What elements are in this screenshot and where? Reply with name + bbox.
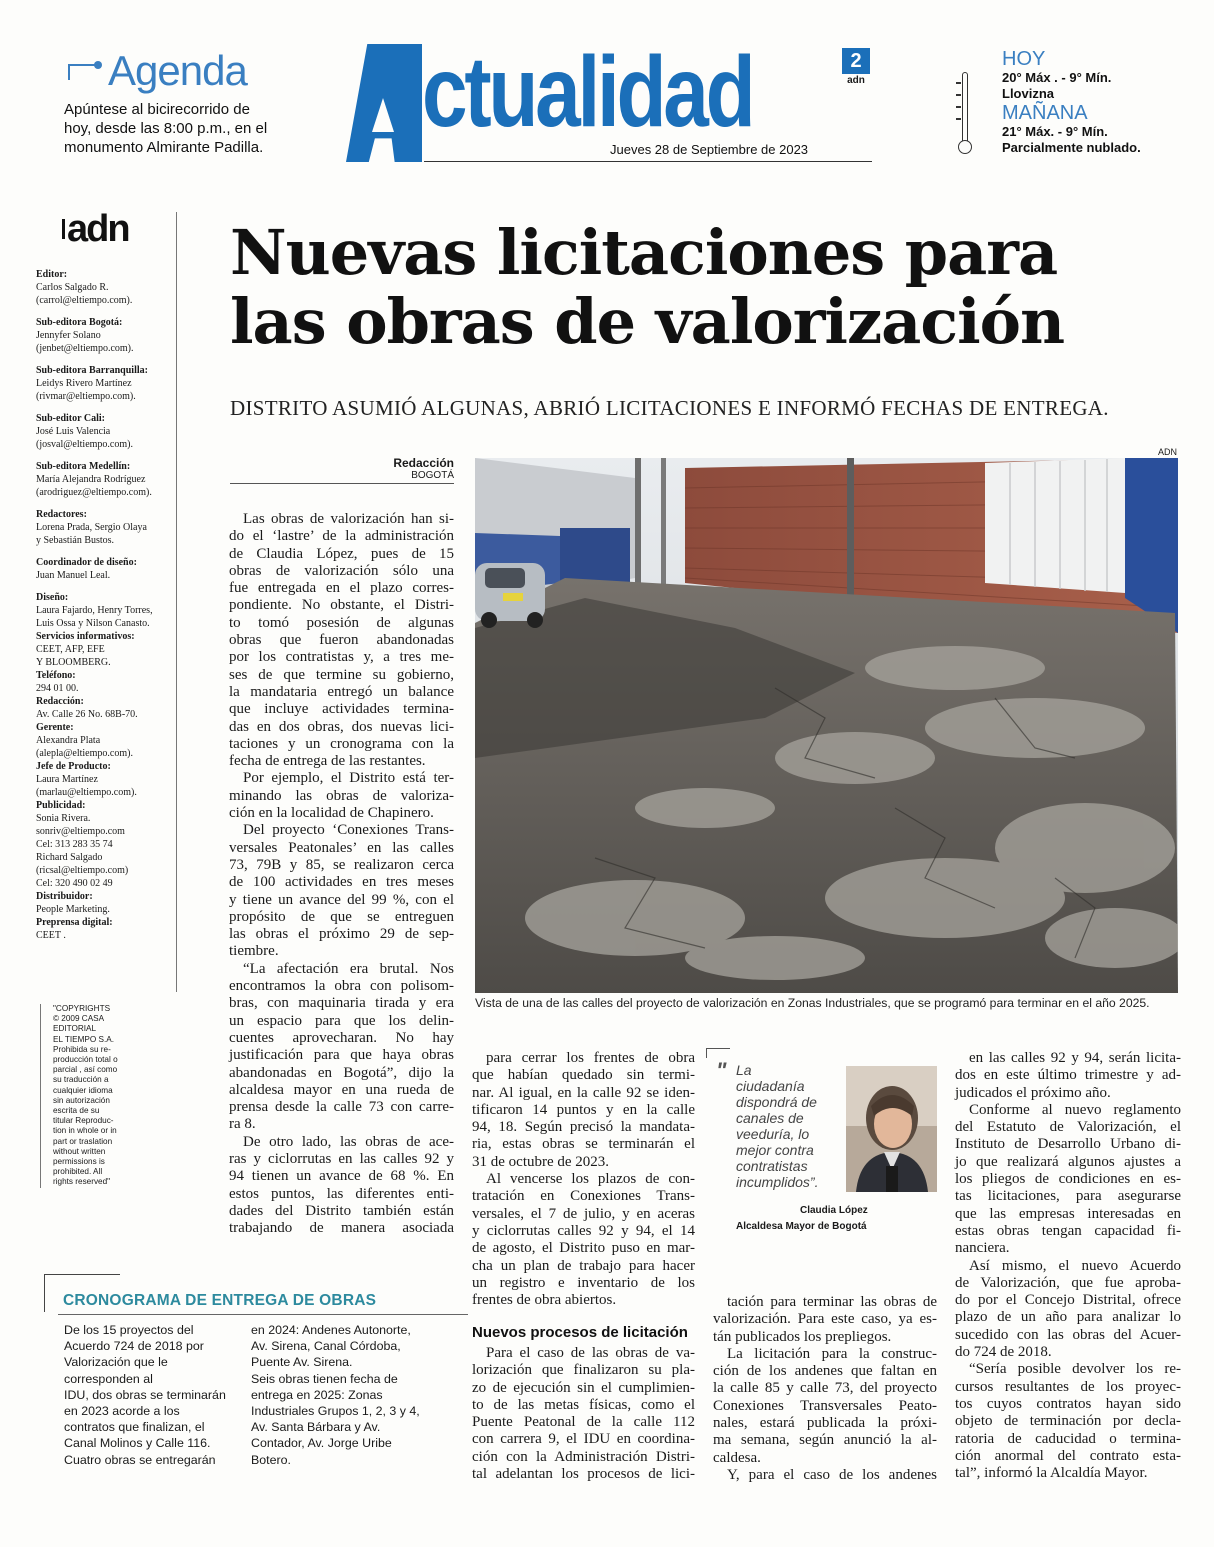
page-brand: adn	[847, 75, 865, 86]
staff-role: Publicidad:	[36, 800, 86, 811]
staff-group	[36, 556, 178, 582]
staff-group	[36, 721, 178, 760]
article-line: y ciclorrutas calles 92 y 94, el 14	[472, 1222, 695, 1239]
agenda-line: monumento Almirante Padilla.	[64, 139, 264, 156]
staff-role: Sub-editora Medellín:	[36, 461, 131, 472]
staff-name: Sonia Rivera.	[36, 813, 91, 824]
copyright-line: part or traslation	[53, 1136, 113, 1146]
article-line: nanciera.	[955, 1240, 1010, 1257]
article-line: y tiene un avance del 99 %, con el	[229, 891, 454, 908]
staff-name: Cel: 313 283 35 74	[36, 839, 113, 850]
cronograma-line: Seis obras tienen fecha de	[251, 1371, 398, 1386]
article-line: cursos resultantes de los proyec-	[955, 1378, 1181, 1395]
adn-logo-text: adn	[67, 208, 129, 250]
article-line: tas licitaciones, para asegurarse	[955, 1188, 1181, 1205]
agenda-text	[64, 100, 304, 157]
staff-sidebar	[36, 210, 178, 942]
article-line: ción en la localidad de Chapinero.	[229, 805, 434, 822]
article-line: tificaron 14 puntos y en la calle	[472, 1101, 695, 1118]
staff-role: Gerente:	[36, 722, 74, 733]
staff-name: Lorena Prada, Sergio Olaya	[36, 522, 147, 533]
article-paragraph	[229, 770, 454, 822]
cronograma-line: Av. Santa Bárbara y Av.	[251, 1420, 381, 1435]
copyright-notice	[40, 1004, 152, 1188]
byline-place: BOGOTÁ	[411, 470, 454, 481]
article-line: lorización que finalizaron su pla-	[472, 1362, 695, 1379]
article-paragraph	[229, 822, 454, 960]
quote-line: canales de	[736, 1110, 804, 1126]
article-paragraph	[472, 1050, 695, 1171]
copyright-line: cualquier idioma	[53, 1085, 113, 1095]
article-line: obras que fueron abandonadas	[229, 632, 454, 649]
article-paragraph	[955, 1361, 1181, 1482]
quote-line: mejor contra	[736, 1142, 814, 1158]
agenda-line: hoy, desde las 8:00 p.m., en el	[64, 120, 268, 137]
staff-role: Diseño:	[36, 592, 69, 603]
article-line: do el ‘lastre’ de la administración	[229, 528, 454, 545]
article-line: tán publicados los prepliegos.	[713, 1328, 892, 1345]
article-line: la mandataria entregó un balance	[229, 683, 454, 700]
article-column-3	[713, 1294, 937, 1484]
staff-group	[36, 695, 178, 721]
article-line: Por ejemplo, el Distrito está ter-	[243, 770, 454, 787]
article-line: cha un plan de trabajo para hacer	[472, 1257, 695, 1274]
thermometer-icon	[956, 72, 972, 158]
article-column-2b	[472, 1345, 695, 1483]
cronograma-line: De los 15 proyectos del	[64, 1323, 194, 1337]
copyright-line: © 2009 CASA	[53, 1014, 105, 1024]
article-line: das en dos obras, dos nuevas lici-	[229, 718, 454, 735]
article-line: dades del Distrito también están	[229, 1202, 454, 1219]
cronograma-line: Canal Molinos y Calle 116.	[64, 1436, 211, 1451]
quote-line: dispondrá de	[736, 1094, 817, 1110]
staff-group	[36, 316, 178, 355]
article-line: nales, estará publicada la próxi-	[713, 1415, 937, 1432]
article-paragraph	[955, 1102, 1181, 1258]
article-line: 94 tienen un avance de 68 %. En	[229, 1168, 454, 1185]
article-paragraph	[229, 961, 454, 1134]
article-line: “La afectación era brutal. Nos	[243, 960, 454, 977]
headline-line: Nuevas licitaciones para	[230, 216, 1058, 289]
article-line: nar. Al igual, en la calle 92 se iden-	[472, 1084, 695, 1101]
article-line: por los contratistas y, a tres me-	[229, 649, 454, 666]
article-line: fecha de entrega de las restantes.	[229, 753, 426, 770]
cronograma-line: Puente Av. Sirena.	[251, 1355, 353, 1370]
article-line: un espacio para que los delin-	[229, 1012, 454, 1029]
staff-group	[36, 669, 178, 695]
masthead-rule	[424, 161, 872, 162]
article-column-2	[472, 1050, 695, 1309]
cronograma-line: contratos que finalizan, el	[64, 1420, 205, 1435]
cronograma-line: Av. Sirena, Canal Córdoba,	[251, 1339, 401, 1354]
staff-group	[36, 591, 178, 630]
staff-name: (carrol@eltiempo.com).	[36, 295, 133, 306]
cronograma-line: corresponden al	[64, 1371, 153, 1386]
article-line: Así mismo, el nuevo Acuerdo	[969, 1257, 1181, 1274]
article-line: to de las metas físicas, como el	[472, 1396, 695, 1413]
article-line: frentes de obra abiertos.	[472, 1292, 617, 1309]
staff-name: José Luis Valencia	[36, 426, 111, 437]
quote-line: veeduría, lo	[736, 1126, 810, 1142]
staff-name: Av. Calle 26 No. 68B-70.	[36, 709, 138, 720]
article-line: caldesa.	[713, 1449, 761, 1466]
article-line: sucedido con las obras del Acuer-	[955, 1326, 1181, 1343]
staff-role: Preprensa digital:	[36, 917, 113, 928]
agenda-box	[64, 47, 304, 157]
copyright-line: EDITORIAL	[53, 1024, 97, 1034]
copyright-line: titular Reproduc-	[53, 1116, 114, 1126]
staff-group	[36, 916, 178, 942]
staff-name: 294 01 00.	[36, 683, 79, 694]
article-paragraph	[713, 1294, 937, 1346]
cronograma-line: Industriales Grupos 1, 2, 3 y 4,	[251, 1404, 420, 1419]
article-paragraph	[713, 1467, 937, 1484]
staff-role: Coordinador de diseño:	[36, 557, 137, 568]
quote-role: Alcaldesa Mayor de Bogotá	[736, 1221, 867, 1232]
byline	[230, 456, 454, 484]
article-line: con carrera 9, el IDU en coordina-	[472, 1431, 695, 1448]
masthead	[346, 36, 876, 164]
byline-name: Redacción	[393, 456, 454, 470]
staff-name: Jennyfer Solano	[36, 330, 101, 341]
article-line: 73, 79B y 85, se realizaron cerca	[229, 856, 454, 873]
article-line: do por el Concejo Distrital, ofrece	[955, 1292, 1181, 1309]
copyright-line: prohibited. All	[53, 1167, 103, 1177]
quote-author: Claudia López	[800, 1205, 868, 1216]
article-line: del Estatuto de Valorización, el	[955, 1119, 1181, 1136]
photo-caption: Vista de una de las calles del proyecto de valorización en Zonas Industriales, que se programó para terminar en el año 2025.	[475, 996, 1150, 1010]
article-line: de Claudia López, pues de 15	[229, 545, 454, 562]
article-line: de Valorización, que fue aproba-	[955, 1274, 1181, 1291]
article-line: ratoria de caducidad o termina-	[955, 1430, 1181, 1447]
weather-today-temp: 20° Máx . - 9° Mín.	[1002, 70, 1112, 85]
article-line: ción anormal del contrato esta-	[955, 1447, 1181, 1464]
article-line: versales, el 7 de julio, y en aceras	[472, 1205, 695, 1222]
article-line: ción con la Administración Distri-	[472, 1448, 695, 1465]
cronograma-column-2	[251, 1322, 431, 1468]
copyright-line: EL TIEMPO S.A.	[53, 1034, 114, 1044]
copyright-line: rights reserved"	[53, 1177, 111, 1187]
staff-name: (alepla@eltiempo.com).	[36, 748, 133, 759]
article-paragraph	[955, 1258, 1181, 1362]
cronograma-line: en 2024: Andenes Autonorte,	[251, 1323, 411, 1337]
weather-box	[956, 48, 1186, 156]
article-line: tratación en Conexiones Trans-	[472, 1188, 695, 1205]
article-line: judicados el próximo año.	[955, 1084, 1111, 1101]
cronograma-line: en 2023 acorde a los	[64, 1404, 180, 1419]
article-line: de agosto, el Distrito puso en mar-	[472, 1240, 695, 1257]
article-line: trabajando de manera asociada	[229, 1220, 454, 1237]
cronograma-column-1	[64, 1322, 234, 1468]
article-line: los pliegos de condiciones en es-	[955, 1171, 1181, 1188]
article-line: tal adelantan los procesos de lici-	[472, 1466, 695, 1483]
street-photo	[475, 458, 1178, 993]
article-line: tiembre.	[229, 943, 279, 960]
staff-role: Jefe de Producto:	[36, 761, 111, 772]
cronograma-line: entrega en 2025: Zonas	[251, 1387, 383, 1402]
article-line: alcaldesa mayor en una rueda de	[229, 1081, 454, 1098]
staff-group	[36, 412, 178, 451]
staff-role: Sub-editora Barranquilla:	[36, 365, 148, 376]
staff-role: Redactores:	[36, 509, 87, 520]
article-paragraph	[472, 1345, 695, 1483]
article-line: “Sería posible devolver los re-	[969, 1361, 1181, 1378]
staff-group	[36, 364, 178, 403]
article-line: ma semana, según anunció la al-	[713, 1432, 937, 1449]
article-line: De otro lado, las obras de ace-	[243, 1133, 454, 1150]
copyright-line: su traducción a	[53, 1075, 109, 1085]
article-line: plazo de un año para analizar lo	[955, 1309, 1181, 1326]
weather-tomorrow-label: MAÑANA	[1002, 102, 1088, 124]
weather-tomorrow-desc: Parcialmente nublado.	[1002, 140, 1141, 155]
article-line: pondiente. No obstante, el Distri-	[229, 597, 454, 614]
article-line: que incluye actividades termina-	[229, 701, 454, 718]
cronograma-line: Valorización que le	[64, 1355, 168, 1370]
cronograma-line: Botero.	[251, 1452, 291, 1467]
article-paragraph	[713, 1346, 937, 1467]
staff-name: CEET .	[36, 930, 66, 941]
article-line: valorización. Para este caso, ya es-	[713, 1311, 937, 1328]
headline	[230, 218, 1190, 356]
staff-name: María Alejandra Rodríguez	[36, 474, 146, 485]
staff-name: Laura Fajardo, Henry Torres,	[36, 605, 153, 616]
photo-credit: ADN	[1158, 447, 1178, 457]
staff-role: Editor:	[36, 269, 68, 280]
article-line: ción de los andenes que faltan en	[713, 1363, 937, 1380]
article-line: Puente Peatonal de la calle 112	[472, 1414, 695, 1431]
staff-name: Cel: 320 490 02 49	[36, 878, 113, 889]
article-line: tal”, informó la Alcaldía Mayor.	[955, 1465, 1148, 1482]
staff-group	[36, 890, 178, 916]
staff-role: Teléfono:	[36, 670, 76, 681]
staff-group	[36, 799, 178, 890]
article-line: 31 de octubre de 2023.	[472, 1153, 610, 1170]
quote-line: ciudadanía	[736, 1078, 805, 1094]
copyright-line: Prohibida su re-	[53, 1044, 111, 1054]
staff-role: Sub-editora Bogotá:	[36, 317, 123, 328]
copyright-line: escrita de su	[53, 1106, 100, 1116]
article-line: la calle 85 y calle 73, del proyecto	[713, 1380, 937, 1397]
weather-tomorrow-temp: 21° Máx. - 9° Mín.	[1002, 124, 1108, 139]
staff-name: y Sebastián Bustos.	[36, 535, 115, 546]
staff-name: sonriv@eltiempo.com	[36, 826, 125, 837]
weather-today-desc: Llovizna	[1002, 86, 1055, 101]
article-line: estas obras tengan capacidad fi-	[955, 1222, 1181, 1239]
quote-mark-icon: "	[716, 1058, 727, 1083]
weather-today-label: HOY	[1002, 48, 1046, 70]
staff-name: Laura Martínez	[36, 774, 98, 785]
staff-name: (jenbet@eltiempo.com).	[36, 343, 134, 354]
quote-text	[736, 1062, 848, 1190]
article-line: fue entregada en el plazo corres-	[229, 580, 454, 597]
copyright-line: permissions is	[53, 1157, 105, 1167]
agenda-line: Apúntese al bicirecorrido de	[64, 101, 250, 118]
quote-line: contratistas	[736, 1158, 808, 1174]
article-line: en las calles 92 y 94, serán licita-	[969, 1050, 1181, 1066]
article-line: estos puntos, las diferentes enti-	[229, 1185, 454, 1202]
cronograma-line: Cuatro obras se entregarán	[64, 1452, 216, 1467]
article-paragraph	[229, 1134, 454, 1238]
page-number: 2	[842, 48, 870, 74]
article-line: La licitación para la construc-	[727, 1345, 937, 1362]
staff-name: Leidys Rivero Martínez	[36, 378, 132, 389]
article-line: ses de que termine su gobierno,	[229, 666, 454, 683]
copyright-line: without written	[53, 1146, 106, 1156]
article-line: cuentes aprovecharan. No hay	[229, 1029, 454, 1046]
article-line: de 100 actividades en tres meses	[229, 874, 454, 891]
article-subhead: Nuevos procesos de licitación	[472, 1324, 688, 1341]
article-line: Conforme al nuevo reglamento	[969, 1101, 1181, 1118]
staff-group	[36, 630, 178, 669]
staff-group	[36, 460, 178, 499]
article-line: ras y ciclorrutas en las calles 92 y	[229, 1150, 454, 1167]
staff-group	[36, 268, 178, 307]
staff-name: People Marketing.	[36, 904, 110, 915]
issue-date: Jueves 28 de Septiembre de 2023	[610, 142, 809, 157]
article-line: objeto de terminación por decla-	[955, 1413, 1181, 1430]
article-line: tos cuyos contratos hayan sido	[955, 1395, 1181, 1412]
article-line: prensa desde la calle 73 con carre-	[229, 1099, 454, 1116]
deck: DISTRITO ASUMIÓ ALGUNAS, ABRIÓ LICITACIONES E INFORMÓ FECHAS DE ENTREGA.	[230, 396, 1109, 420]
article-paragraph	[955, 1050, 1181, 1102]
article-line: abandonadas en Bogotá”, dijo la	[229, 1064, 454, 1081]
article-line: bras, con maquinaria tirada y era	[229, 995, 454, 1012]
staff-list	[36, 268, 178, 942]
staff-name: (arodriguez@eltiempo.com).	[36, 487, 152, 498]
adn-logo	[62, 210, 178, 248]
article-column-1	[229, 511, 454, 1237]
staff-name: Y BLOOMBERG.	[36, 657, 111, 668]
staff-name: (ricsal@eltiempo.com)	[36, 865, 129, 876]
article-line: 94, 18. Según precisó la mandata-	[472, 1119, 695, 1136]
article-line: taciones y un cronograma con la	[229, 735, 454, 752]
staff-name: CEET, AFP, EFE	[36, 644, 105, 655]
article-line: Las obras de valorización han si-	[243, 511, 454, 527]
quote-line: incumplidos”.	[736, 1174, 819, 1190]
article-line: minando las obras de valoriza-	[229, 787, 454, 804]
claudia-lopez-portrait	[846, 1066, 937, 1192]
staff-name: Carlos Salgado R.	[36, 282, 109, 293]
agenda-title: Agenda	[108, 47, 247, 94]
staff-name: (marlau@eltiempo.com).	[36, 787, 137, 798]
article-line: versales Peatonales’ en las calles	[229, 839, 454, 856]
article-line: las obras el próximo 29 de sep-	[229, 926, 454, 943]
staff-name: (josval@eltiempo.com).	[36, 439, 133, 450]
staff-group	[36, 508, 178, 547]
article-paragraph	[472, 1171, 695, 1309]
staff-name: Luis Ossa y Nilson Canasto.	[36, 618, 150, 629]
article-line: Del proyecto ‘Conexiones Trans-	[243, 822, 454, 839]
article-column-4	[955, 1050, 1181, 1482]
quote-line: La	[736, 1062, 752, 1078]
copyright-line: "COPYRIGHTS	[53, 1004, 111, 1013]
article-line: ra 8.	[229, 1116, 256, 1133]
article-line: encontramos la obra con polisom-	[229, 978, 454, 995]
cronograma-line: Contador, Av. Jorge Uribe	[251, 1436, 392, 1451]
copyright-line: tion in whole or in	[53, 1126, 117, 1136]
article-line: Y, para el caso de los andenes	[727, 1466, 937, 1483]
copyright-line: sin autorización	[53, 1095, 110, 1105]
article-line: Al vencerse los plazos de con-	[486, 1171, 695, 1188]
article-line: zo de ejecución sin el cumplimien-	[472, 1379, 695, 1396]
article-line: tación para terminar las obras de	[727, 1294, 937, 1310]
staff-name: Juan Manuel Leal.	[36, 570, 111, 581]
article-paragraph	[229, 511, 454, 770]
article-line: do 724 de 2018.	[955, 1344, 1052, 1361]
cronograma-title: CRONOGRAMA DE ENTREGA DE OBRAS	[63, 1292, 377, 1309]
article-line: jo que realizará algunos ajustes a	[955, 1153, 1181, 1170]
staff-role: Distribuidor:	[36, 891, 93, 902]
staff-role: Sub-editor Cali:	[36, 413, 105, 424]
article-line: propósito de que se entreguen	[229, 908, 454, 925]
copyright-line: parcial , así como	[53, 1065, 118, 1075]
pull-quote	[706, 1046, 846, 1206]
staff-group	[36, 760, 178, 799]
copyright-line: producción total o	[53, 1055, 118, 1065]
headline-line: las obras de valorización	[230, 285, 1065, 358]
staff-name: Richard Salgado	[36, 852, 103, 863]
article-line: justificación para que haya obras	[229, 1047, 454, 1064]
article-line: Conexiones Transversales Peato-	[713, 1397, 937, 1414]
article-line: para cerrar los frentes de obra	[486, 1050, 695, 1066]
article-line: obras de valorización sólo una	[229, 562, 454, 579]
article-line: Instituto de Desarrollo Urbano di-	[955, 1136, 1181, 1153]
cronograma-line: Acuerdo 724 de 2018 por	[64, 1339, 204, 1354]
staff-role: Servicios informativos:	[36, 631, 135, 642]
masthead-title: ctualidad	[422, 36, 753, 148]
article-line: un registro e inventario de los	[472, 1274, 695, 1291]
article-line: ria, estas obras se terminarán el	[472, 1136, 695, 1153]
article-line: Para el caso de las obras de va-	[486, 1345, 695, 1361]
staff-role: Redacción:	[36, 696, 84, 707]
article-line: que las empresas interesadas en	[955, 1205, 1181, 1222]
article-line: dos en este último trimestre y ad-	[955, 1067, 1181, 1084]
article-line: to tomó posesión de algunas	[229, 614, 454, 631]
cronograma-line: IDU, dos obras se terminarán	[64, 1387, 226, 1402]
agenda-bracket-icon	[68, 64, 98, 80]
staff-name: Alexandra Plata	[36, 735, 101, 746]
staff-name: (rivmar@eltiempo.com).	[36, 391, 136, 402]
article-line: que habían quedado sin termi-	[472, 1067, 695, 1084]
